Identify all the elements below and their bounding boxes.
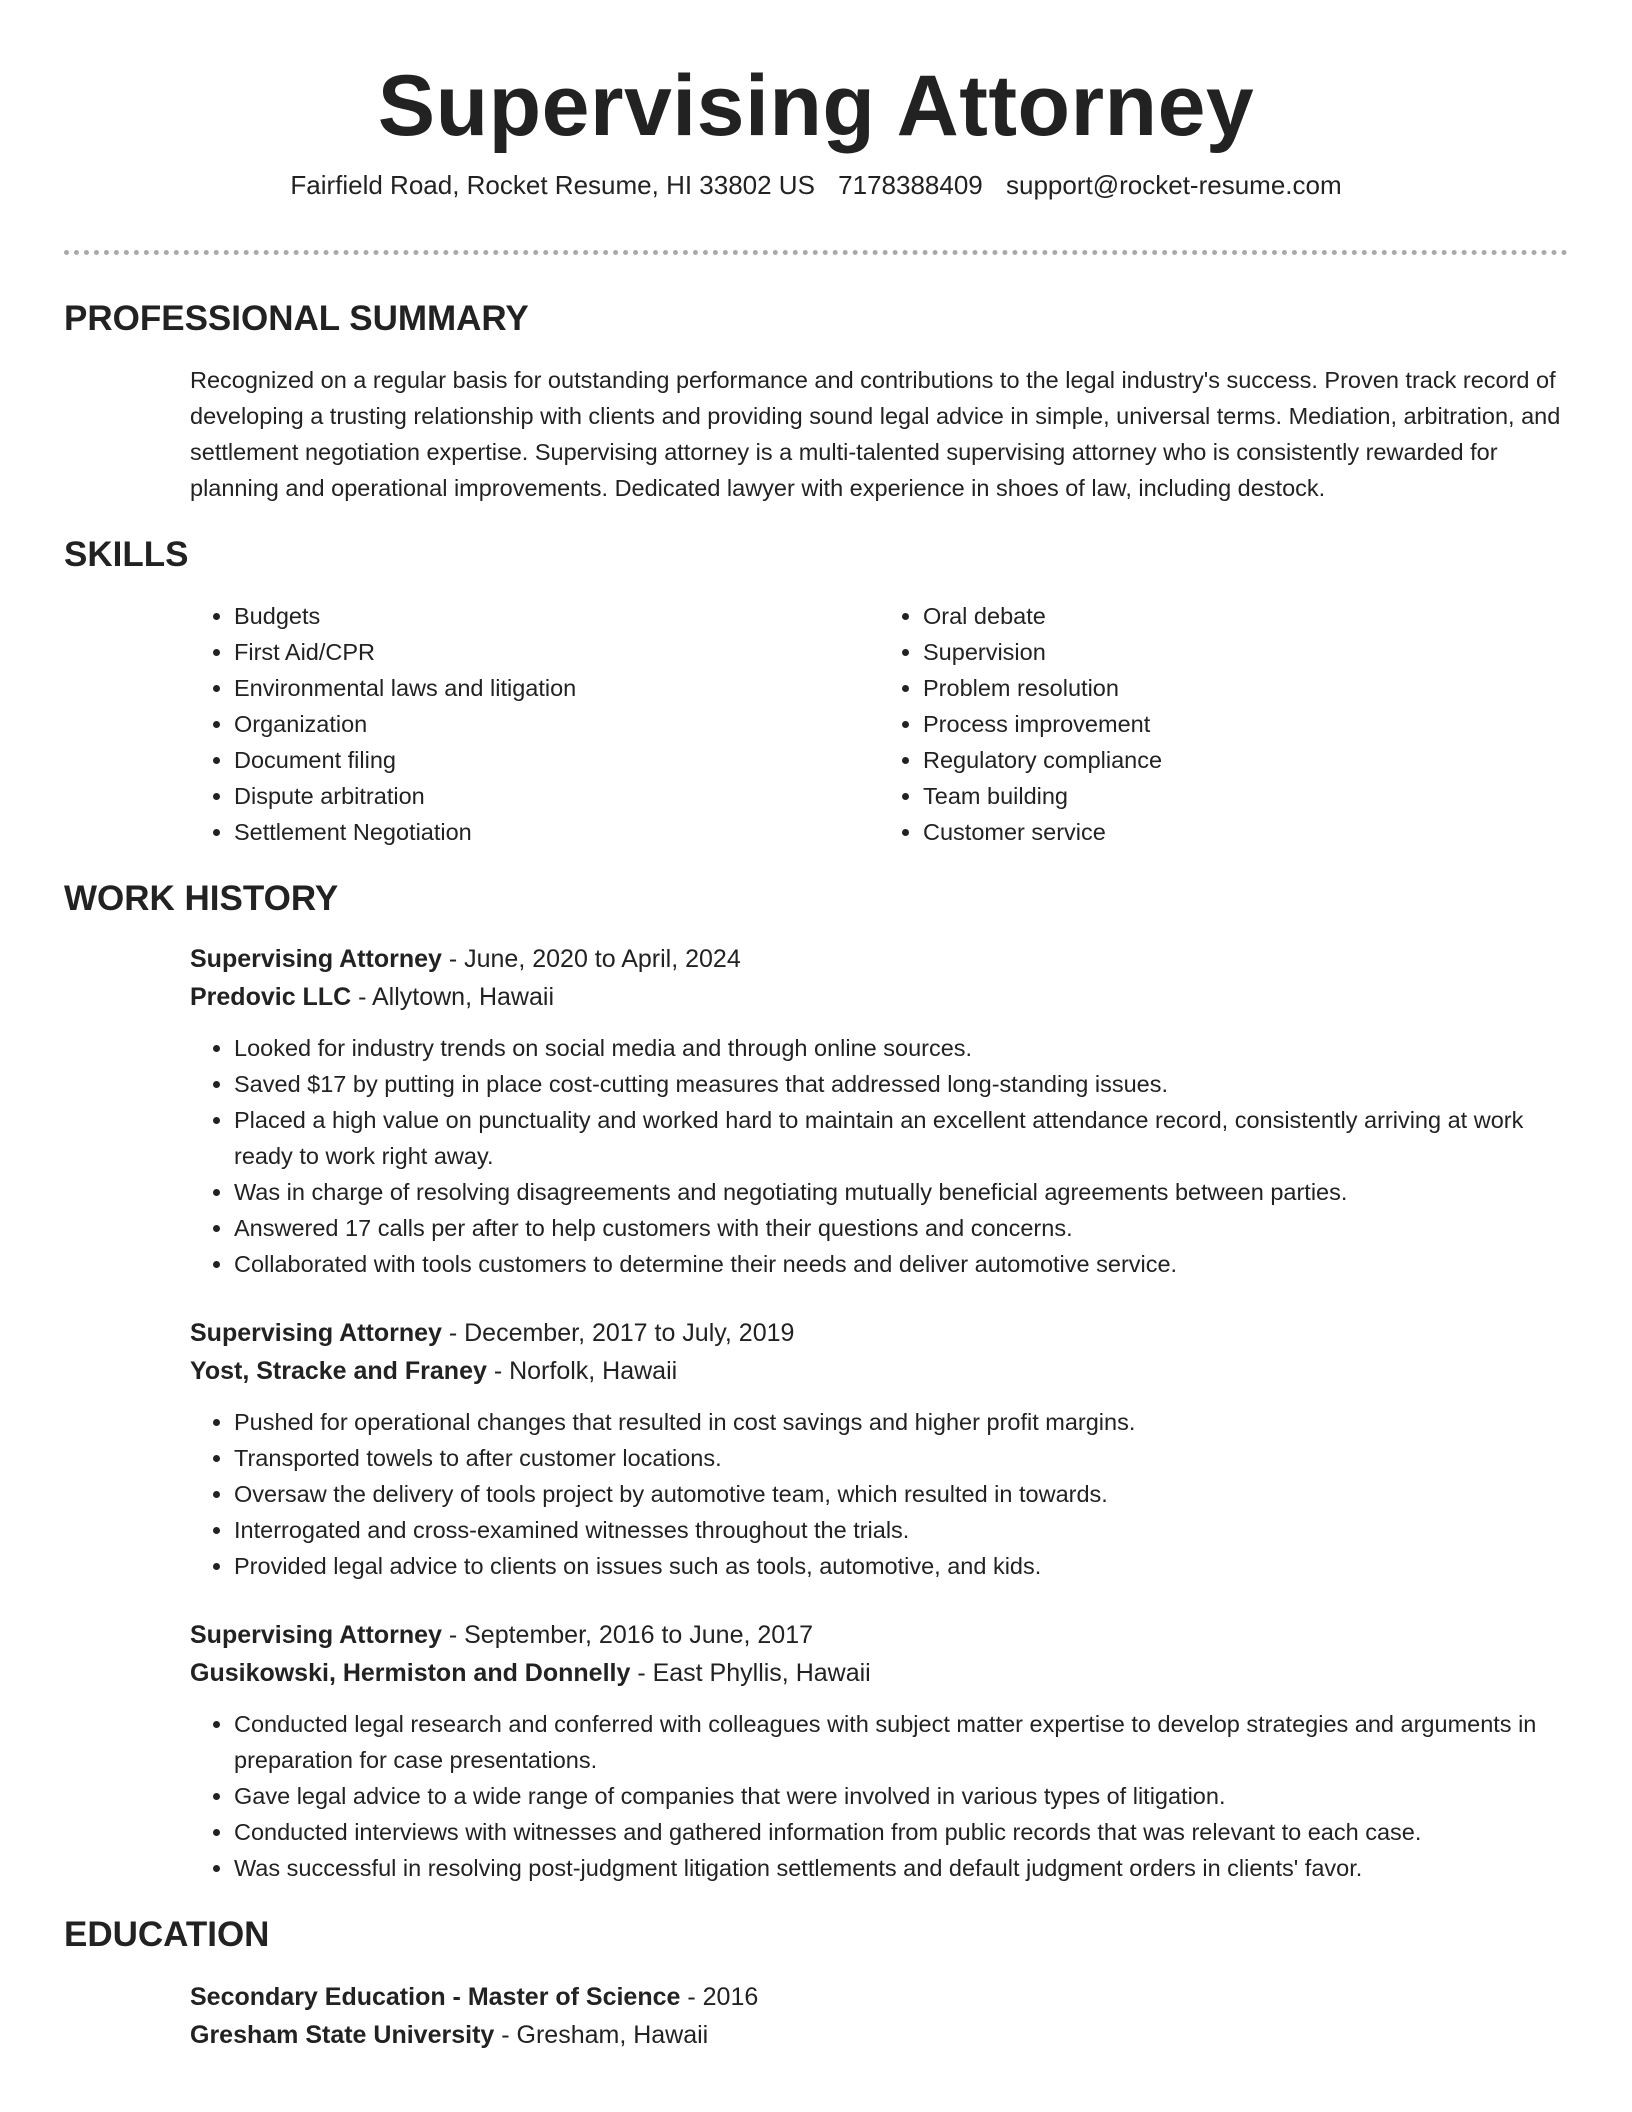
job-bullet: • Interrogated and cross-examined witnesses throughout the trials. xyxy=(234,1512,1568,1548)
contact-line xyxy=(0,168,1632,202)
job-company: Yost, Stracke and Franey xyxy=(190,1357,487,1385)
skill-item: • Budgets xyxy=(234,598,879,634)
resume-content xyxy=(64,296,1568,2054)
job-company-line xyxy=(190,1654,1568,1692)
job-location: - Allytown, Hawaii xyxy=(351,983,555,1011)
job-role: Supervising Attorney xyxy=(190,1621,442,1649)
email: support@rocket-resume.com xyxy=(1006,170,1342,200)
job-company-line xyxy=(190,978,1568,1016)
job-bullet: • Was successful in resolving post-judgment litigation settlements and default judgment orders in clients' favor. xyxy=(234,1850,1568,1886)
job-location: - Norfolk, Hawaii xyxy=(486,1357,678,1385)
job-bullet: • Pushed for operational changes that resulted in cost savings and higher profit margins. xyxy=(234,1404,1568,1440)
skill-item: • Problem resolution xyxy=(923,670,1568,706)
job-bullet: • Collaborated with tools customers to determine their needs and deliver automotive service. xyxy=(234,1246,1568,1282)
job-dates: - September, 2016 to June, 2017 xyxy=(441,1621,813,1649)
skills-list xyxy=(190,598,1568,850)
job-bullet: • Placed a high value on punctuality and worked hard to maintain an excellent attendance record, consistently arriving at work ready to work right away. xyxy=(234,1102,1568,1174)
job-entry xyxy=(190,940,1568,1282)
job-role: Supervising Attorney xyxy=(190,1319,442,1347)
section-title-skills: SKILLS xyxy=(64,535,189,574)
candidate-name: Supervising Attorney xyxy=(377,58,1255,154)
job-entry xyxy=(190,1314,1568,1584)
skill-item: • Customer service xyxy=(923,814,1568,850)
job-role: Supervising Attorney xyxy=(190,945,442,973)
section-title-education: EDUCATION xyxy=(64,1915,270,1954)
job-company: Gusikowski, Hermiston and Donnelly xyxy=(190,1659,631,1687)
section-title-work-history: WORK HISTORY xyxy=(64,879,339,918)
job-dates: - June, 2020 to April, 2024 xyxy=(441,945,741,973)
job-bullet: • Provided legal advice to clients on issues such as tools, automotive, and kids. xyxy=(234,1548,1568,1584)
phone: 7178388409 xyxy=(838,170,983,200)
job-company: Predovic LLC xyxy=(190,983,352,1011)
school-line xyxy=(190,2016,1568,2054)
address: Fairfield Road, Rocket Resume, HI 33802 US xyxy=(290,170,815,200)
section-title-summary: PROFESSIONAL SUMMARY xyxy=(64,299,529,338)
job-bullet: • Transported towels to after customer locations. xyxy=(234,1440,1568,1476)
skill-item: • Supervision xyxy=(923,634,1568,670)
job-entry xyxy=(190,1616,1568,1886)
summary-text: Recognized on a regular basis for outstanding performance and contributions to the legal industry's success. Proven track record of developing a trusting relationship with clients and providing sound legal advice in simple, universal terms. Mediation, arbitration, and settlement negotiation expertise. Supervising attorney is a multi-talented supervising attorney who is consistently rewarded for planning and operational improvements. Dedicated lawyer with experience in shoes of law, including destock. xyxy=(190,367,1561,501)
job-title-line xyxy=(190,1616,1568,1654)
skills-column-left xyxy=(190,598,879,850)
skill-item: • Document filing xyxy=(234,742,879,778)
skill-item: • Environmental laws and litigation xyxy=(234,670,879,706)
header-divider xyxy=(64,250,1568,255)
graduation-year: - 2016 xyxy=(680,1983,759,2011)
skill-item: • Oral debate xyxy=(923,598,1568,634)
skill-item: • Process improvement xyxy=(923,706,1568,742)
skill-item: • Regulatory compliance xyxy=(923,742,1568,778)
skill-item: • Organization xyxy=(234,706,879,742)
job-bullet: • Answered 17 calls per after to help customers with their questions and concerns. xyxy=(234,1210,1568,1246)
school-name: Gresham State University xyxy=(190,2021,495,2049)
job-location: - East Phyllis, Hawaii xyxy=(630,1659,871,1687)
job-dates: - December, 2017 to July, 2019 xyxy=(441,1319,795,1347)
job-title-line xyxy=(190,1314,1568,1352)
job-company-line xyxy=(190,1352,1568,1390)
job-bullet: • Oversaw the delivery of tools project by automotive team, which resulted in towards. xyxy=(234,1476,1568,1512)
skill-item: • Dispute arbitration xyxy=(234,778,879,814)
job-bullet: • Saved $17 by putting in place cost-cutting measures that addressed long-standing issues. xyxy=(234,1066,1568,1102)
job-bullet: • Was in charge of resolving disagreements and negotiating mutually beneficial agreements between parties. xyxy=(234,1174,1568,1210)
degree: Secondary Education - Master of Science xyxy=(190,1983,681,2011)
job-bullet: • Gave legal advice to a wide range of companies that were involved in various types of litigation. xyxy=(234,1778,1568,1814)
job-title-line xyxy=(190,940,1568,978)
job-bullet: • Conducted interviews with witnesses and gathered information from public records that was relevant to each case. xyxy=(234,1814,1568,1850)
skill-item: • Settlement Negotiation xyxy=(234,814,879,850)
skill-item: • Team building xyxy=(923,778,1568,814)
skill-item: • First Aid/CPR xyxy=(234,634,879,670)
skills-column-right xyxy=(879,598,1568,850)
school-location: - Gresham, Hawaii xyxy=(494,2021,709,2049)
degree-line xyxy=(190,1978,1568,2016)
education-entry xyxy=(190,1978,1568,2054)
job-bullet: • Looked for industry trends on social media and through online sources. xyxy=(234,1030,1568,1066)
job-bullet: • Conducted legal research and conferred with colleagues with subject matter expertise to develop strategies and arguments in preparation for case presentations. xyxy=(234,1706,1568,1778)
